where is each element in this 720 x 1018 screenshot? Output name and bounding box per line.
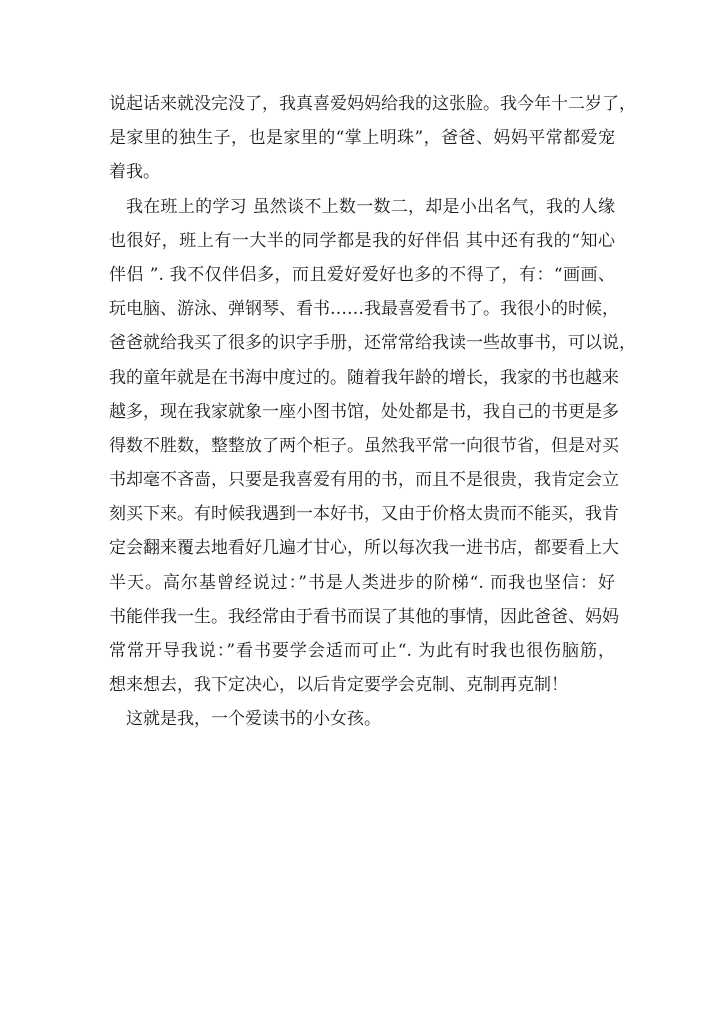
paragraph: [109, 87, 636, 190]
text-line: 常常开导我说：”看书要学会适而可止“. 为此有时我也很伤脑筋，: [109, 641, 615, 661]
text-line: 刻买下来。有时候我遇到一本好书，又由于价格太贵而不能买，我肯: [109, 504, 619, 525]
text-line: 越多，现在我家就象一座小图书馆，处处都是书，我自己的书更是多: [109, 401, 619, 422]
text-line: 定会翻来覆去地看好几遍才甘心，所以每次我一进书店，都要看上大: [109, 538, 619, 559]
text-line: 书能伴我一生。我经常由于看书而误了其他的事情，因此爸爸、妈妈: [109, 606, 619, 627]
document-body: [109, 87, 636, 737]
text-line: 我在班上的学习 虽然谈不上数一数二，却是小出名气，我的人缘: [126, 196, 615, 217]
text-line: 得数不胜数，整整放了两个柜子。虽然我平常一向很节省，但是对买: [109, 435, 619, 456]
text-line: 说起话来就没完没了，我真喜爱妈妈给我的这张脸。我今年十二岁了，: [109, 94, 636, 114]
paragraph: [109, 702, 615, 736]
text-line: 这就是我，一个爱读书的小女孩。: [126, 709, 381, 730]
text-line: 半天。高尔基曾经说过：”书是人类进步的阶梯“. 而我也坚信：好: [109, 572, 615, 593]
text-line: 是家里的独生子，也是家里的“掌上明珠”，爸爸、妈妈平常都爱宠: [109, 128, 615, 149]
paragraph: [109, 190, 636, 703]
text-line: 伴侣 ”. 我不仅伴侣多，而且爱好爱好也多的不得了，有：“画画、: [109, 264, 615, 285]
text-line: 爸爸就给我买了很多的识字手册，还常常给我读一些故事书，可以说，: [109, 333, 636, 354]
text-line: 想来想去，我下定决心，以后肯定要学会克制、克制再克制！: [109, 675, 568, 696]
text-line: 书却毫不吝啬，只要是我喜爱有用的书，而且不是很贵，我肯定会立: [109, 470, 619, 491]
text-line: 我的童年就是在书海中度过的。随着我年龄的增长，我家的书也越来: [109, 367, 619, 388]
text-line: 着我。: [109, 162, 160, 183]
text-line: 玩电脑、游泳、弹钢琴、看书……我最喜爱看书了。我很小的时候，: [109, 299, 619, 320]
text-line: 也很好，班上有一大半的同学都是我的好伴侣 其中还有我的“知心: [109, 230, 615, 251]
